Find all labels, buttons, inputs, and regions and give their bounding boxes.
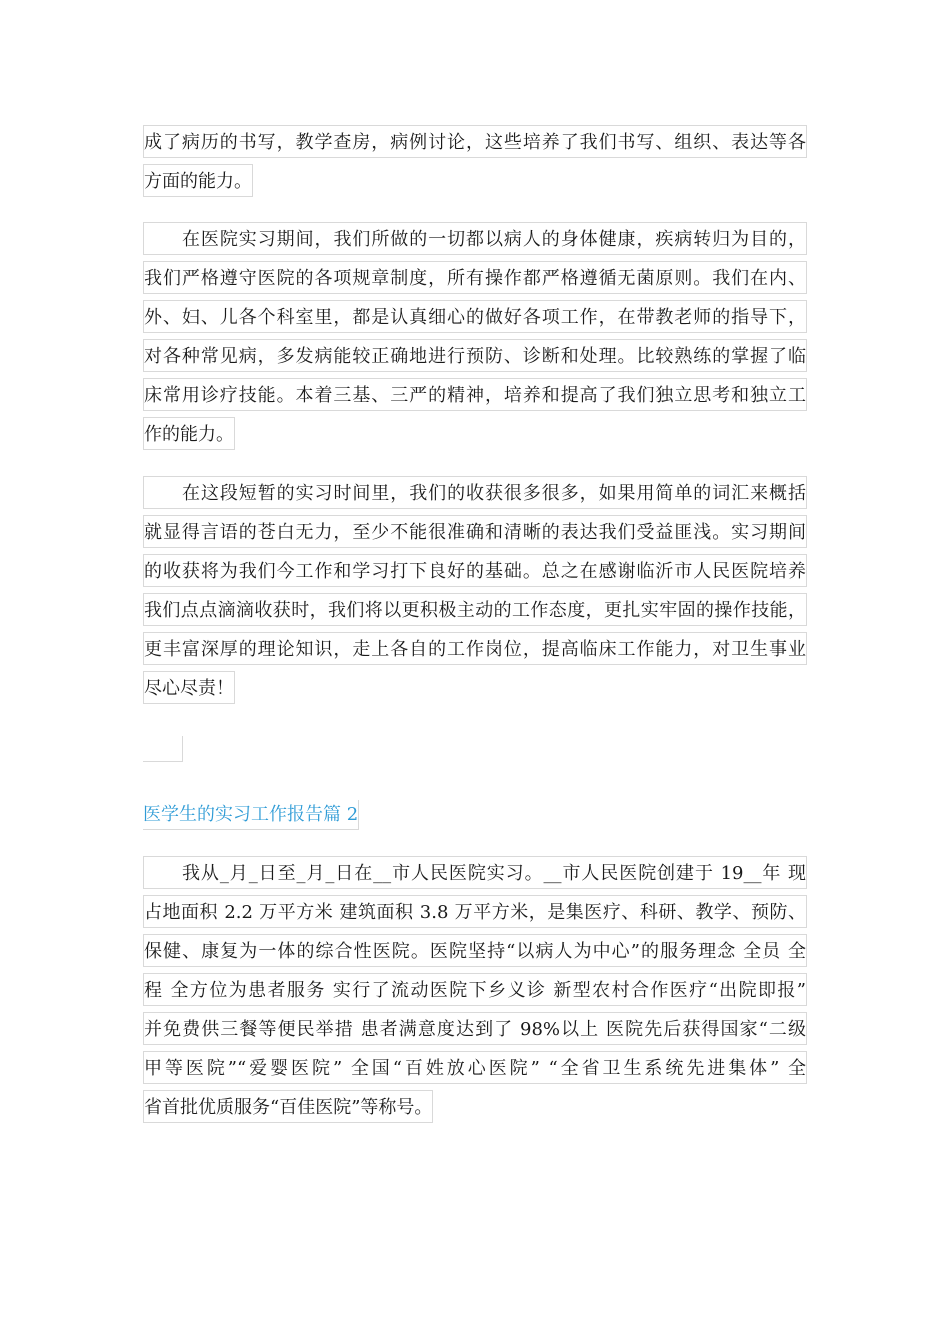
paragraph-4-line-2: 占地面积 2.2 万平方米 建筑面积 3.8 万平方米，是集医疗、科研、教学、预防、	[143, 895, 807, 928]
paragraph-4-line-4: 程 全方位为患者服务 实行了流动医院下乡义诊 新型农村合作医疗“出院即报”	[143, 973, 807, 1006]
paragraph-3-line-6: 尽心尽责！	[143, 671, 235, 704]
paragraph-4-line-7: 省首批优质服务“百佳医院”等称号。	[143, 1090, 433, 1123]
paragraph-3-line-5: 更丰富深厚的理论知识，走上各自的工作岗位，提高临床工作能力，对卫生事业	[143, 632, 807, 665]
paragraph-4-line-3: 保健、康复为一体的综合性医院。医院坚持“以病人为中心”的服务理念 全员 全	[143, 934, 807, 967]
section-heading: 医学生的实习工作报告篇 2	[143, 800, 359, 830]
paragraph-1-line-1: 成了病历的书写，教学查房，病例讨论，这些培养了我们书写、组织、表达等各	[143, 125, 807, 158]
paragraph-2-line-3: 外、妇、儿各个科室里，都是认真细心的做好各项工作，在带教老师的指导下，	[143, 300, 807, 333]
paragraph-2-line-5: 床常用诊疗技能。本着三基、三严的精神，培养和提高了我们独立思考和独立工	[143, 378, 807, 411]
paragraph-1-line-2: 方面的能力。	[143, 164, 253, 197]
empty-paragraph-box	[143, 736, 183, 762]
paragraph-3-line-4: 我们点点滴滴收获时，我们将以更积极主动的工作态度，更扎实牢固的操作技能，	[143, 593, 807, 626]
paragraph-3-line-1: 在这段短暂的实习时间里，我们的收获很多很多，如果用简单的词汇来概括	[143, 476, 807, 509]
paragraph-2-line-2: 我们严格遵守医院的各项规章制度，所有操作都严格遵循无菌原则。我们在内、	[143, 261, 807, 294]
paragraph-2-line-4: 对各种常见病，多发病能较正确地进行预防、诊断和处理。比较熟练的掌握了临	[143, 339, 807, 372]
paragraph-4-line-6: 甲等医院”“爱婴医院” 全国“百姓放心医院” “全省卫生系统先进集体” 全	[143, 1051, 807, 1084]
paragraph-4-line-1: 我从_月_日至_月_日在__市人民医院实习。__市人民医院创建于 19__年 现	[143, 856, 807, 889]
paragraph-4-line-5: 并免费供三餐等便民举措 患者满意度达到了 98%以上 医院先后获得国家“二级	[143, 1012, 807, 1045]
paragraph-2-line-6: 作的能力。	[143, 417, 235, 450]
paragraph-3-line-3: 的收获将为我们今工作和学习打下良好的基础。总之在感谢临沂市人民医院培养	[143, 554, 807, 587]
paragraph-3-line-2: 就显得言语的苍白无力，至少不能很准确和清晰的表达我们受益匪浅。实习期间	[143, 515, 807, 548]
paragraph-2-line-1: 在医院实习期间，我们所做的一切都以病人的身体健康，疾病转归为目的，	[143, 222, 807, 255]
